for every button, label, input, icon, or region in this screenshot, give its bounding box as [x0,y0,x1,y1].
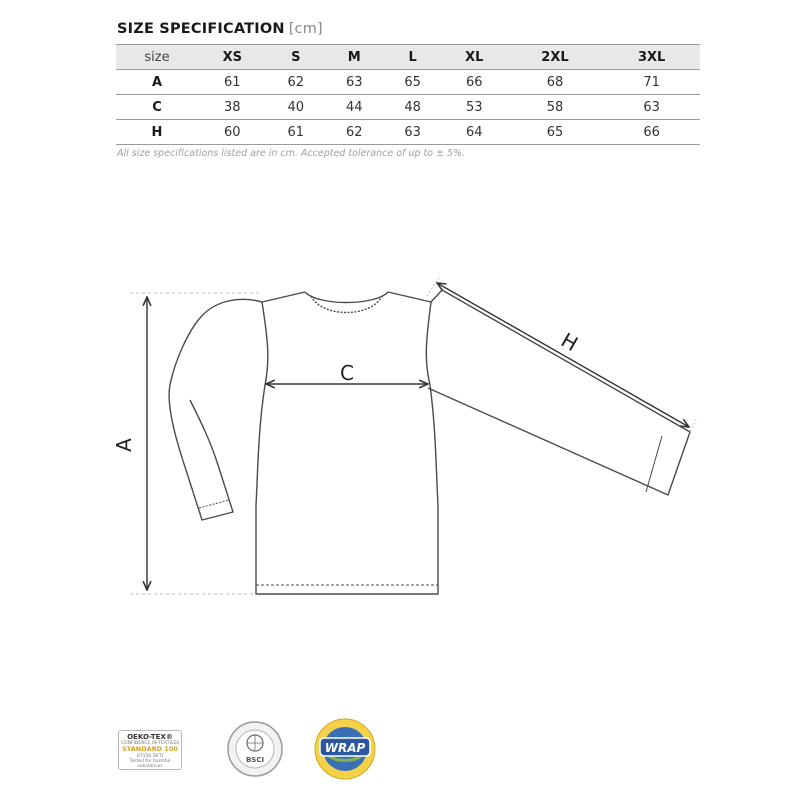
wrap-logo [315,719,375,779]
table-cell: 61 [267,120,325,145]
table-cell: 65 [507,120,604,145]
label-h: H [556,327,583,357]
oeko-line5: Tested for harmful substances [129,758,171,770]
bsci-logo [228,722,282,776]
table-cell: 66 [442,70,507,95]
bsci-text: BSCI [245,756,265,764]
table-cell: 44 [325,95,383,120]
column-header: XS [198,45,267,70]
table-cell: 61 [198,70,267,95]
label-a: A [112,438,136,452]
table-cell: 38 [198,95,267,120]
table-cell: 63 [383,120,441,145]
table-cell: 53 [442,95,507,120]
table-cell: 63 [325,70,383,95]
row-label: H [116,120,198,145]
wrap-text: WRAP [324,741,366,755]
column-header: 3XL [603,45,700,70]
oeko-line2: CONFIDENCE IN TEXTILES [120,741,180,747]
column-header: M [325,45,383,70]
label-c: C [340,361,354,385]
title-unit: [cm] [288,21,323,37]
oeko-line3: STANDARD 100 [122,745,178,754]
oeko-tex-logo [118,730,182,770]
table-cell: 68 [507,70,604,95]
column-header: 2XL [507,45,604,70]
table-cell: 62 [325,120,383,145]
table-cell: 65 [383,70,441,95]
tolerance-note: All size specifications listed are in cm. Accepted tolerance of up to ± 5%. [117,148,466,159]
title-text: SIZE SPECIFICATION [117,21,285,37]
table-cell: 71 [603,70,700,95]
column-header: L [383,45,441,70]
oeko-line1: OEKO-TEX® [127,733,173,741]
table-cell: 62 [267,70,325,95]
table-cell: 66 [603,120,700,145]
table-cell: 58 [507,95,604,120]
table-cell: 63 [603,95,700,120]
oeko-line4: 67150 OETI [136,753,164,759]
column-header: XL [442,45,507,70]
shirt-outline [169,290,690,594]
column-header: S [267,45,325,70]
row-label: A [116,70,198,95]
dimension-c [266,361,428,385]
table-cell: 60 [198,120,267,145]
dimension-h [427,276,696,435]
row-label: C [116,95,198,120]
table-cell: 64 [442,120,507,145]
table-cell: 40 [267,95,325,120]
table-cell: 48 [383,95,441,120]
column-header: size [116,45,198,70]
